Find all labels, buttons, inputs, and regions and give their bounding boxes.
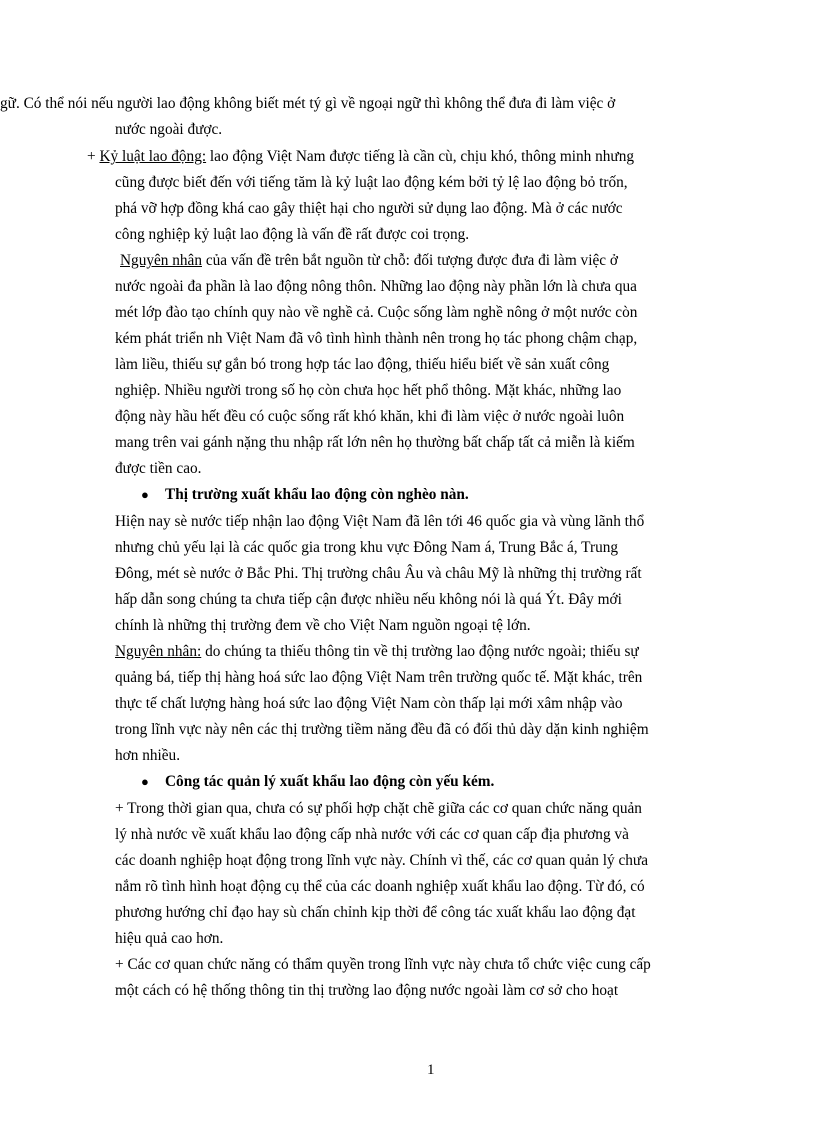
market-heading: Thị trường xuất khẩu lao động còn nghèo nàn. — [165, 486, 469, 503]
cause-line — [120, 248, 618, 274]
text-line: quảng bá, tiếp thị hàng hoá sức lao động Việt Nam trên trường quốc tế. Mặt khác, trên — [115, 669, 643, 686]
text-line: mét lớp đào tạo chính quy nào về nghề cả. Cuộc sống làm nghề nông ở một nước còn — [115, 304, 638, 321]
text-line: Đông, mét sè nước ở Bắc Phi. Thị trường châu Âu và châu Mỹ là những thị trường rất — [115, 565, 642, 582]
text-line: hiệu quả cao hơn. — [115, 930, 224, 947]
plus-marker: + — [87, 148, 100, 165]
cause-label: Nguyên nhân: — [115, 643, 202, 660]
bullet-icon: ● — [141, 487, 149, 502]
text-line: nắm rõ tình hình hoạt động cụ thể của các doanh nghiệp xuất khẩu lao động. Từ đó, có — [115, 878, 645, 895]
text-span: lao động Việt Nam được tiếng là cần cù, chịu khó, thông minh nhưng — [206, 148, 635, 165]
text-line: gữ. Có thể nói nếu người lao động không biết mét tý gì về ngoại ngữ thì không thể đưa đi làm việc ở — [0, 95, 616, 112]
discipline-label: Kỷ luật lao động: — [99, 148, 207, 165]
cause-line — [115, 639, 639, 665]
text-line: nước ngoài đa phần là lao động nông thôn. Những lao động này phần lớn là chưa qua — [115, 278, 637, 295]
cause-label: Nguyên nhân — [120, 252, 202, 269]
text-line: + Trong thời gian qua, chưa có sự phối hợp chặt chẽ giữa các cơ quan chức năng quản — [115, 800, 642, 817]
text-line: Hiện nay sè nước tiếp nhận lao động Việt Nam đã lên tới 46 quốc gia và vùng lãnh thổ — [115, 513, 645, 530]
text-line: trong lĩnh vực này nên các thị trường tiềm năng đều đã có đối thủ dày dặn kinh nghiệm — [115, 721, 649, 738]
management-heading: Công tác quản lý xuất khẩu lao động còn yếu kém. — [165, 773, 495, 790]
text-line: động này hầu hết đều có cuộc sống rất khó khăn, khi đi làm việc ở nước ngoài luôn — [115, 408, 625, 425]
text-line: kém phát triển nh Việt Nam đã vô tình hình thành nên trong họ tác phong chậm chạp, — [115, 330, 638, 347]
discipline-line — [87, 144, 634, 170]
text-line: lý nhà nước về xuất khẩu lao động cấp nhà nước với các cơ quan cấp địa phương và — [115, 826, 629, 843]
text-span: do chúng ta thiếu thông tin về thị trường lao động nước ngoài; thiếu sự — [201, 643, 639, 660]
text-line: phá vỡ hợp đồng khá cao gây thiệt hại cho người sử dụng lao động. Mà ở các nước — [115, 200, 623, 217]
text-line: mang trên vai gánh nặng thu nhập rất lớn nên họ thường bất chấp tất cả miễn là kiếm — [115, 434, 635, 451]
text-line: phương hướng chỉ đạo hay sù chấn chỉnh kịp thời để công tác xuất khẩu lao động đạt — [115, 904, 636, 921]
text-line: làm liều, thiếu sự gắn bó trong hợp tác lao động, thiếu hiểu biết về sản xuất công — [115, 356, 610, 373]
text-line: công nghiệp kỷ luật lao động là vấn đề rất được coi trọng. — [115, 226, 470, 243]
text-line: cũng được biết đến với tiếng tăm là kỷ luật lao động kém bởi tỷ lệ lao động bỏ trốn, — [115, 174, 628, 191]
text-line: hơn nhiều. — [115, 747, 181, 764]
text-line: hấp dẫn song chúng ta chưa tiếp cận được nhiều nếu không nói là quá Ýt. Đây mới — [115, 591, 622, 608]
text-line: một cách có hệ thống thông tin thị trường lao động nước ngoài làm cơ sở cho hoạt — [115, 982, 619, 999]
bullet-icon: ● — [141, 774, 149, 789]
page-number: 1 — [427, 1062, 435, 1078]
text-line: nước ngoài được. — [115, 121, 223, 138]
text-line: nhưng chủ yếu lại là các quốc gia trong khu vực Đông Nam á, Trung Bắc á, Trung — [115, 539, 619, 556]
text-line: + Các cơ quan chức năng có thẩm quyền trong lĩnh vực này chưa tổ chức việc cung cấp — [115, 956, 651, 973]
text-line: chính là những thị trường đem về cho Việt Nam nguồn ngoại tệ lớn. — [115, 617, 531, 634]
text-line: nghiệp. Nhiều người trong số họ còn chưa học hết phổ thông. Mặt khác, những lao — [115, 382, 622, 399]
text-span: của vấn đề trên bắt nguồn từ chỗ: đối tượng được đưa đi làm việc ở — [202, 252, 618, 269]
text-line: thực tế chất lượng hàng hoá sức lao động Việt Nam còn thấp lại mới xâm nhập vào — [115, 695, 623, 712]
text-line: được tiền cao. — [115, 460, 202, 477]
text-line: các doanh nghiệp hoạt động trong lĩnh vực này. Chính vì thế, các cơ quan quản lý chưa — [115, 852, 649, 869]
